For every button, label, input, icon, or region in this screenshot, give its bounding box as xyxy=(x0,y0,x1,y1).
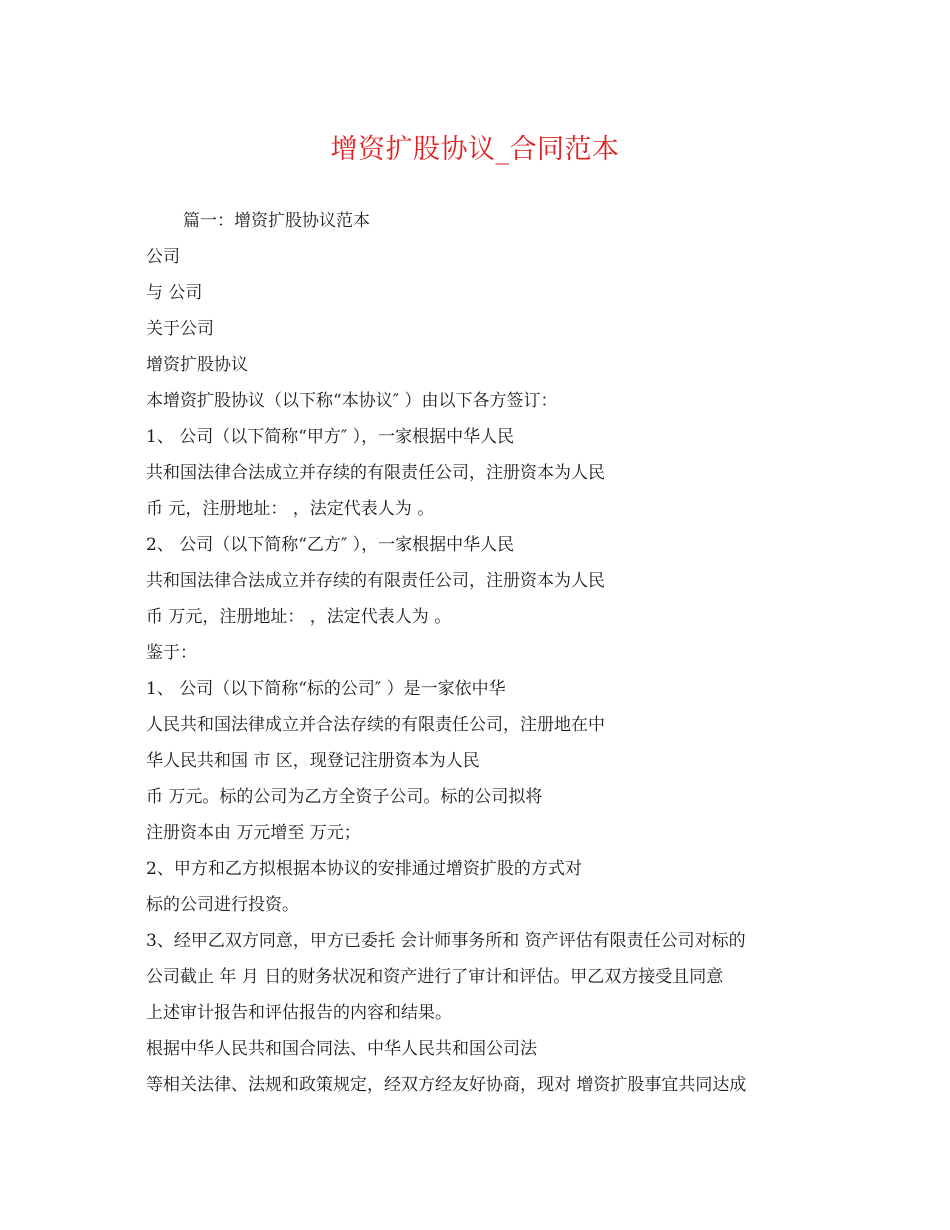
text-line: 与 公司 xyxy=(146,283,203,303)
text-line: 标的公司进行投资。 xyxy=(146,895,299,915)
text-line: 币 万元。标的公司为乙方全资子公司。标的公司拟将 xyxy=(146,787,543,807)
document-title: 增资扩股协议_合同范本 xyxy=(330,134,620,165)
text-line: 币 万元，注册地址： ，法定代表人为 。 xyxy=(146,607,452,627)
document-body xyxy=(146,203,826,1103)
text-line: 关于公司 xyxy=(146,319,214,339)
text-line: 3、经甲乙双方同意，甲方已委托 会计师事务所和 资产评估有限责任公司对标的 xyxy=(146,931,746,951)
text-line: 共和国法律合法成立并存续的有限责任公司，注册资本为人民 xyxy=(146,571,605,591)
text-line: 共和国法律合法成立并存续的有限责任公司，注册资本为人民 xyxy=(146,463,605,483)
text-line: 1、 公司（以下简称“标的公司″ ）是一家依中华 xyxy=(146,679,506,699)
text-line: 上述审计报告和评估报告的内容和结果。 xyxy=(146,1003,452,1023)
text-line: 2、甲方和乙方拟根据本协议的安排通过增资扩股的方式对 xyxy=(146,859,582,879)
text-line: 注册资本由 万元增至 万元； xyxy=(146,823,361,843)
text-line: 鉴于： xyxy=(146,643,197,663)
text-line: 人民共和国法律成立并合法存续的有限责任公司，注册地在中 xyxy=(146,715,605,735)
text-line: 币 元，注册地址： ，法定代表人为 。 xyxy=(146,499,435,519)
text-line: 本增资扩股协议（以下称“本协议″ ）由以下各方签订： xyxy=(146,391,558,411)
text-line: 公司 xyxy=(146,247,180,267)
text-line: 等相关法律、法规和政策规定，经双方经友好协商，现对 增资扩股事宜共同达成 xyxy=(146,1075,747,1095)
text-line: 1、 公司（以下简称“甲方″ ），一家根据中华人民 xyxy=(146,427,515,447)
text-line: 2、 公司（以下简称“乙方″ ），一家根据中华人民 xyxy=(146,535,515,555)
section-heading: 篇一：增资扩股协议范本 xyxy=(183,211,370,231)
text-line: 根据中华人民共和国合同法、中华人民共和国公司法 xyxy=(146,1039,537,1059)
text-line: 公司截止 年 月 日的财务状况和资产进行了审计和评估。甲乙双方接受且同意 xyxy=(146,967,724,987)
text-line: 华人民共和国 市 区，现登记注册资本为人民 xyxy=(146,751,480,771)
text-line: 增资扩股协议 xyxy=(146,355,248,375)
